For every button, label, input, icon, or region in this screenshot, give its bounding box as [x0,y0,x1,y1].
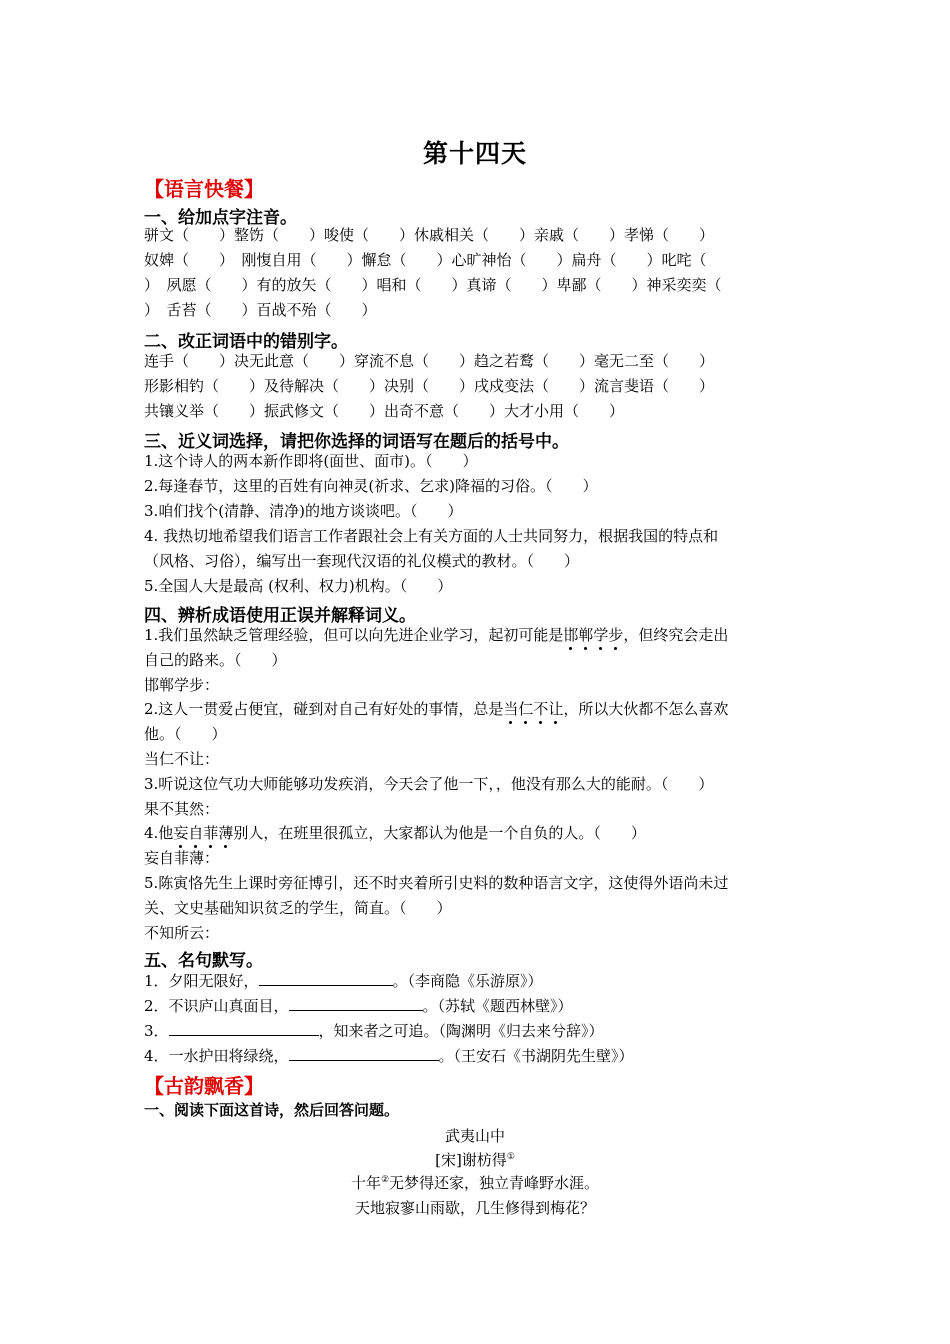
q3-line-4: 4. 我热切地希望我们语言工作者跟社会上有关方面的人士共同努力，根据我国的特点和 [144,527,719,545]
poem-author: [宋]谢枋得① [435,1151,515,1169]
dotted-idiom: 邯郸学步 [563,625,623,645]
page-title: 第十四天 [422,139,527,168]
q3-line-6: 5.全国人大是最高 (权利、权力)机构。（ ） [144,577,453,595]
q3-line-2: 2.每逢春节，这里的百姓有向神灵(祈求、乞求)降福的习俗。（ ） [144,477,598,495]
q5-line-3: 3． ，知来者之可追。（陶渊明《归去来兮辞》） [144,1022,604,1040]
answer-blank[interactable] [169,1021,319,1036]
q4-line-3: 邯郸学步： [144,676,220,694]
question-heading-3: 三、近义词选择，请把你选择的词语写在题后的括号中。 [144,432,569,452]
q5-line-2: 2．不识庐山真面目， 。（苏轼《题西林壁》） [144,997,573,1015]
answer-blank[interactable] [289,1046,439,1061]
q5-line-4: 4．一水护田将绿绕， 。（王安石《书湖阴先生壁》） [144,1047,634,1065]
poem-title: 武夷山中 [444,1127,505,1145]
q4-line-4: 2.这人一贯爱占便宜，碰到对自己有好处的事情，总是当仁不让 ，所以大伙都不怎么喜欢 [144,699,728,719]
section-heading-classical: 【古韵飘香】 [144,1074,264,1098]
q4-line-12: 关、文史基础知识贫乏的学生，简直。（ ） [144,899,452,917]
q1-line-3: ） 夙愿（ ）有的放矢（ ）唱和（ ）真谛（ ）卑鄙（ ）神采奕奕（ [144,276,737,294]
q4-line-2: 自己的路来。（ ） [144,651,287,669]
q4-line-9: 4.他妄自菲薄 别人，在班里很孤立，大家都认为他是一个自负的人。（ ） [144,823,646,843]
question-heading-poem: 一、阅读下面这首诗，然后回答问题。 [144,1101,400,1119]
answer-blank[interactable] [259,971,393,986]
q2-line-1: 连手（ ）决无此意（ ）穿流不息（ ）趋之若鹜（ ）毫无二至（ ） [144,352,715,370]
q3-line-3: 3.咱们找个(清静、清净)的地方谈谈吧。（ ） [144,502,463,520]
q3-line-5: （风格、习俗），编写出一套现代汉语的礼仪模式的教材。（ ） [144,552,580,570]
question-heading-5: 五、名句默写。 [144,951,263,971]
answer-blank[interactable] [289,996,423,1011]
q2-line-3: 共镶义举（ ）振武修文（ ）出奇不意（ ）大才小用（ ） [144,402,625,420]
q5-line-1: 1．夕阳无限好， 。（李商隐《乐游原》） [144,972,543,990]
q4-line-7: 3.听说这位气功大师能够功发疾消，今天会了他一下，，他没有那么大的能耐。（ ） [144,775,714,793]
q1-line-1: 骈文（ ）整饬（ ）唆使（ ）休戚相关（ ）亲戚（ ）孝悌（ ） [144,226,715,244]
question-heading-4: 四、辨析成语使用正误并解释词义。 [144,606,416,626]
q1-line-4: ） 舌苔（ ）百战不殆（ ） [144,301,377,319]
q2-line-2: 形影相钓（ ）及待解决（ ）决别（ ）戌戍变法（ ）流言斐语（ ） [144,377,715,395]
section-heading-language: 【语言快餐】 [144,177,264,201]
q4-line-13: 不知所云： [144,924,220,942]
poem-line-1: 十年②无梦得还家，独立青峰野水涯。 [350,1174,600,1192]
q3-line-1: 1.这个诗人的两本新作即将(面世、面市)。（ ） [144,452,478,470]
q4-line-5: 他。（ ） [144,725,227,743]
q4-line-10: 妄自菲薄： [144,849,220,867]
dotted-idiom: 当仁不让 [503,699,563,719]
poem-line-2: 天地寂寥山雨歇，几生修得到梅花？ [354,1199,595,1217]
question-heading-2: 二、改正词语中的错别字。 [144,332,348,352]
q1-line-2: 奴婢（ ） 刚愎自用（ ）懈怠（ ）心旷神怡（ ）扁舟（ ）叱咤（ [144,251,722,269]
q4-line-8: 果不其然： [144,800,220,818]
question-heading-1: 一、给加点字注音。 [144,208,297,228]
dotted-idiom: 妄自菲薄 [173,823,233,843]
q4-line-1: 1.我们虽然缺乏管理经验，但可以向先进企业学习，起初可能是邯郸学步 ，但终究会走出 [144,625,728,645]
q4-line-6: 当仁不让： [144,750,220,768]
q4-line-11: 5.陈寅恪先生上课时旁征博引，还不时夹着所引史料的数种语言文字，这使得外语尚未过 [144,874,729,892]
